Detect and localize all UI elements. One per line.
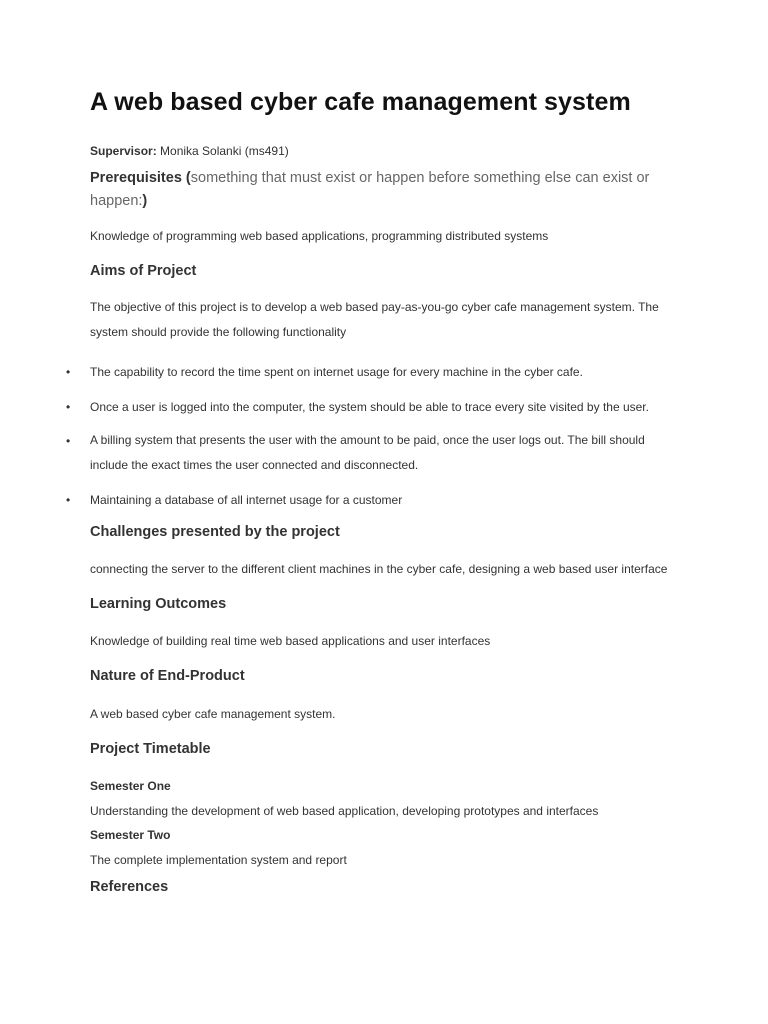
prerequisites-definition: something that must exist or happen before something else can exist or happen: xyxy=(90,170,650,209)
bullet-marker: • xyxy=(66,400,71,414)
list-item: Maintaining a database of all internet usage for a customer xyxy=(90,493,403,507)
prerequisites-close: ) xyxy=(142,193,148,209)
prerequisites-heading xyxy=(90,167,690,213)
end-product-text: A web based cyber cafe management system. xyxy=(90,707,336,721)
timetable-heading: Project Timetable xyxy=(90,741,211,757)
bullet-marker: • xyxy=(66,493,71,507)
list-item: Once a user is logged into the computer, the system should be able to trace every site visited by the user. xyxy=(90,400,649,414)
supervisor-label: Supervisor: xyxy=(90,144,157,158)
challenges-heading: Challenges presented by the project xyxy=(90,524,340,540)
prerequisites-label: Prerequisites ( xyxy=(90,170,191,186)
bullet-marker: • xyxy=(66,434,71,448)
semester-two-label: Semester Two xyxy=(90,828,171,842)
references-heading: References xyxy=(90,879,169,895)
aims-heading: Aims of Project xyxy=(90,263,197,279)
aims-intro: The objective of this project is to develop a web based pay-as-you-go cyber cafe management system. The system should provide the following functionality xyxy=(90,300,659,339)
end-product-heading: Nature of End-Product xyxy=(90,668,245,684)
prerequisites-text: Knowledge of programming web based applications, programming distributed systems xyxy=(90,229,549,243)
challenges-text: connecting the server to the different client machines in the cyber cafe, designing a web based user interface xyxy=(90,562,668,576)
semester-two-text: The complete implementation system and report xyxy=(90,853,347,867)
outcomes-heading: Learning Outcomes xyxy=(90,596,227,612)
outcomes-text: Knowledge of building real time web based applications and user interfaces xyxy=(90,634,491,648)
list-item: The capability to record the time spent on internet usage for every machine in the cyber cafe. xyxy=(90,365,583,379)
semester-one-label: Semester One xyxy=(90,779,171,793)
bullet-marker: • xyxy=(66,365,71,379)
document-title: A web based cyber cafe management system xyxy=(90,88,631,116)
supervisor-line xyxy=(90,144,289,158)
semester-one-text: Understanding the development of web based application, developing prototypes and interfaces xyxy=(90,804,599,818)
list-item: A billing system that presents the user with the amount to be paid, once the user logs out. The bill should include the exact times the user connected and disconnected. xyxy=(90,433,645,472)
supervisor-value: Monika Solanki (ms491) xyxy=(156,144,289,158)
